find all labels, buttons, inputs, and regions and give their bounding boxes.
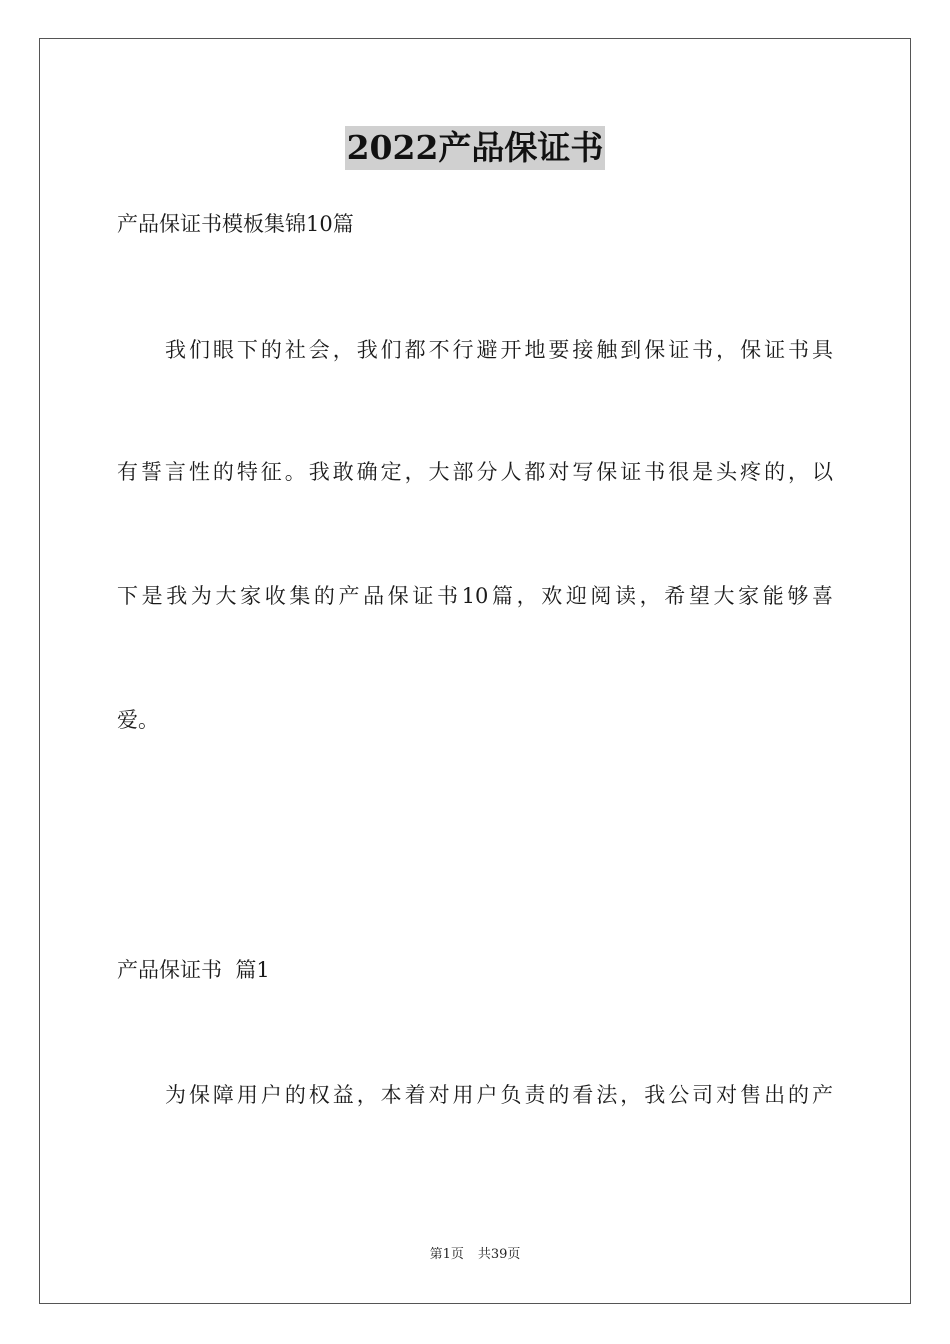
intro-line-1: 我们眼下的社会，我们都不行避开地要接触到保证书，保证书具 [165, 338, 833, 362]
page-number-current: 第1页 [429, 1247, 464, 1262]
title-wrap [0, 126, 950, 170]
section-line-1: 为保障用户的权益，本着对用户负责的看法，我公司对售出的产 [165, 1083, 833, 1107]
document-title: 2022产品保证书 [345, 126, 606, 170]
document-subtitle: 产品保证书模板集锦10篇 [117, 212, 354, 236]
intro-line-2: 有誓言性的特征。我敢确定，大部分人都对写保证书很是头疼的，以 [117, 460, 833, 484]
page-number-total: 共39页 [477, 1247, 521, 1262]
intro-line-4: 爱。 [117, 708, 159, 732]
page-footer [0, 1246, 950, 1264]
intro-line-3: 下是我为大家收集的产品保证书10篇，欢迎阅读，希望大家能够喜 [117, 584, 833, 608]
section-heading: 产品保证书 篇1 [117, 958, 270, 982]
